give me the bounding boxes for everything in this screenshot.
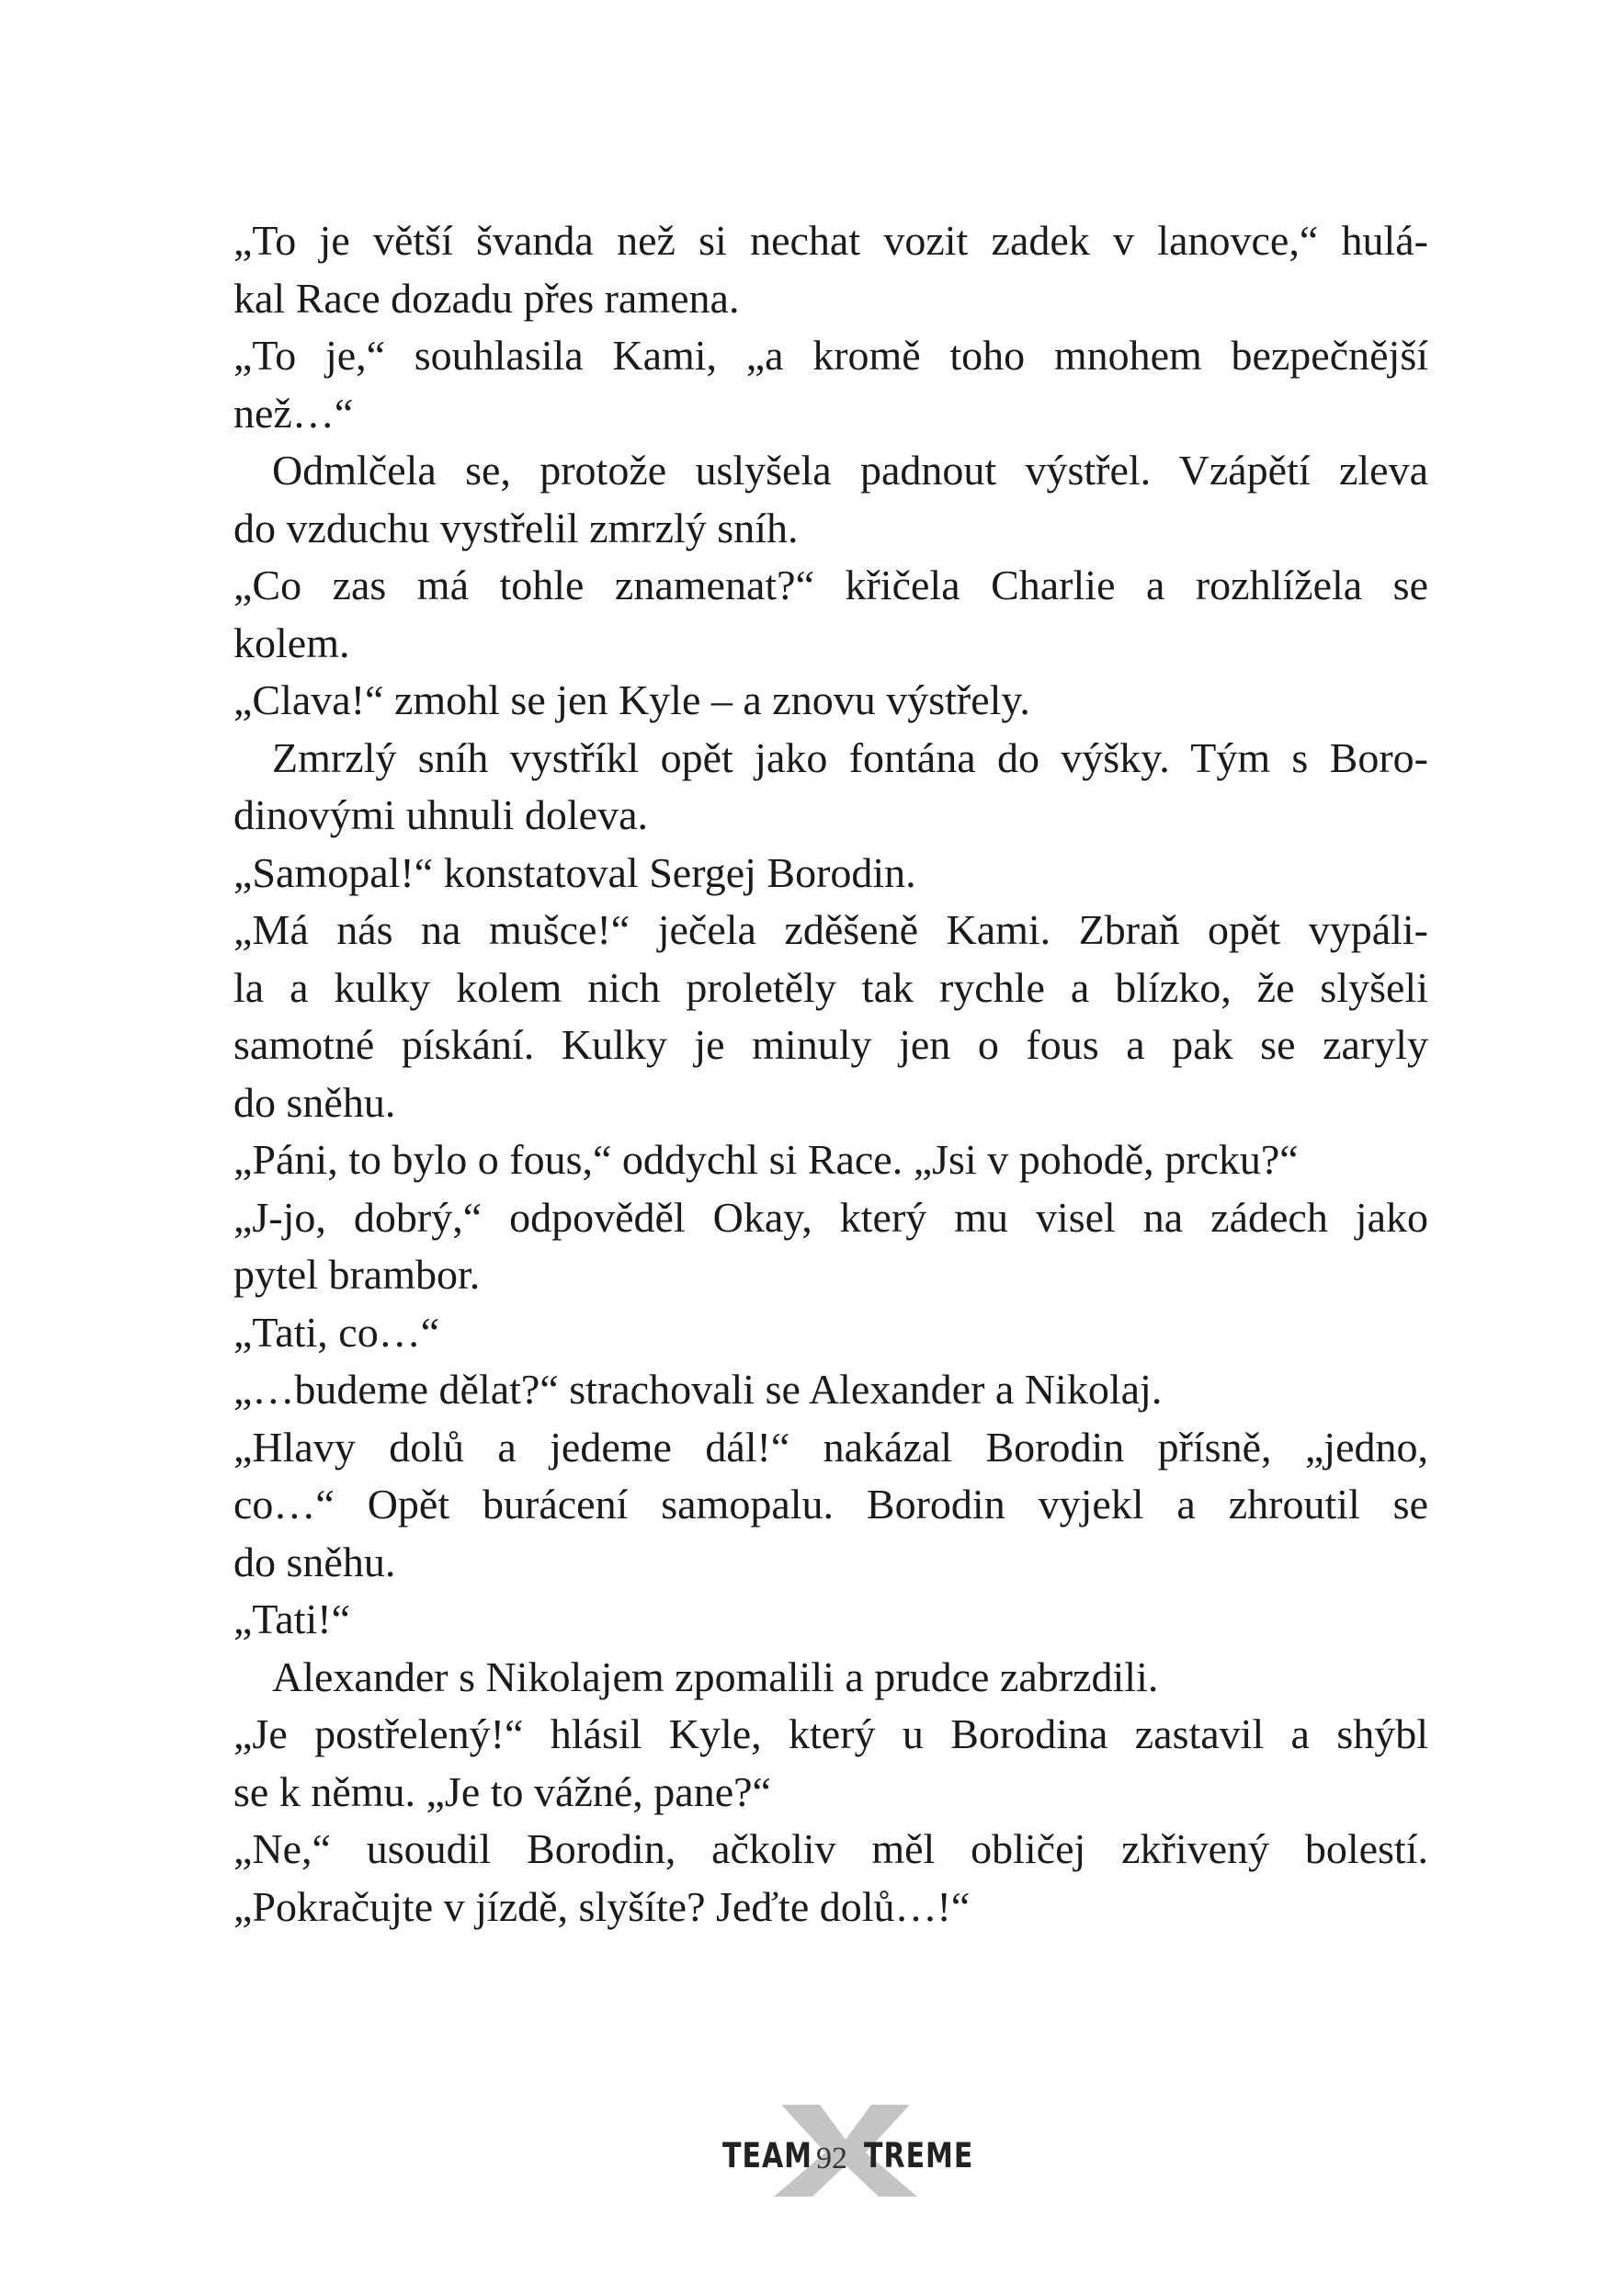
page-footer: [708, 2105, 974, 2197]
text-line: „Má nás na mušce!“ ječela zděšeně Kami. Zbraň opět vypáli-: [233, 906, 1428, 953]
page-number: 92: [816, 2141, 847, 2175]
text-line: se k němu. „Je to vážné, pane?“: [233, 1767, 771, 1815]
text-line: do vzduchu vystřelil zmrzlý sníh.: [233, 504, 799, 551]
text-line: kolem.: [233, 619, 350, 666]
text-line: Zmrzlý sníh vystříkl opět jako fontána do výšky. Tým s Boro-: [272, 733, 1428, 781]
body-text: [233, 212, 1428, 1936]
text-line: „To je větší švanda než si nechat vozit zadek v lanovce,“ hulá-: [233, 217, 1428, 264]
text-line: Odmlčela se, protože uslyšela padnout výstřel. Vzápětí zleva: [272, 447, 1428, 494]
text-line: co…“ Opět burácení samopalu. Borodin vyjekl a zhroutil se: [233, 1481, 1428, 1528]
logo-team-text: TEAM: [722, 2136, 813, 2176]
text-line: „Clava!“ zmohl se jen Kyle – a znovu výstřely.: [233, 676, 1030, 723]
text-line: „Tati!“: [233, 1596, 351, 1642]
text-line: dinovými uhnuli doleva.: [233, 791, 649, 838]
text-line: do sněhu.: [233, 1538, 396, 1585]
text-line: „To je,“ souhlasila Kami, „a kromě toho mnohem bezpečnější: [233, 332, 1428, 379]
text-line: „J-jo, dobrý,“ odpověděl Okay, který mu visel na zádech jako: [233, 1193, 1428, 1241]
text-line: kal Race dozadu přes ramena.: [233, 274, 740, 322]
text-line: samotné pískání. Kulky je minuly jen o fous a pak se zaryly: [233, 1021, 1428, 1068]
text-line: „Pokračujte v jízdě, slyšíte? Jeďte dolů…!“: [233, 1882, 971, 1930]
text-line: do sněhu.: [233, 1078, 396, 1126]
text-line: „Páni, to bylo o fous,“ oddychl si Race. „Jsi v pohodě, prcku?“: [233, 1136, 1299, 1183]
logo-treme-text: TREME: [864, 2136, 974, 2176]
text-line: Alexander s Nikolajem zpomalili a prudce zabrzdili.: [272, 1653, 1159, 1700]
text-line: „…budeme dělat?“ strachovali se Alexander a Nikolaj.: [233, 1366, 1163, 1413]
text-line: la a kulky kolem nich proletěly tak rychle a blízko, že slyšeli: [233, 963, 1428, 1011]
text-line: „Samopal!“ konstatoval Sergej Borodin.: [233, 848, 916, 896]
text-line: „Co zas má tohle znamenat?“ křičela Charlie a rozhlížela se: [233, 562, 1428, 608]
text-line: „Je postřelený!“ hlásil Kyle, který u Borodina zastavil a shýbl: [233, 1710, 1428, 1757]
text-line: „Hlavy dolů a jedeme dál!“ nakázal Borodin přísně, „jedno,: [233, 1423, 1428, 1471]
text-line: pytel brambor.: [233, 1251, 481, 1298]
text-line: než…“: [233, 389, 354, 437]
text-line: „Ne,“ usoudil Borodin, ačkoliv měl obličej zkřivený bolestí.: [233, 1825, 1428, 1872]
text-line: „Tati, co…“: [233, 1308, 440, 1356]
